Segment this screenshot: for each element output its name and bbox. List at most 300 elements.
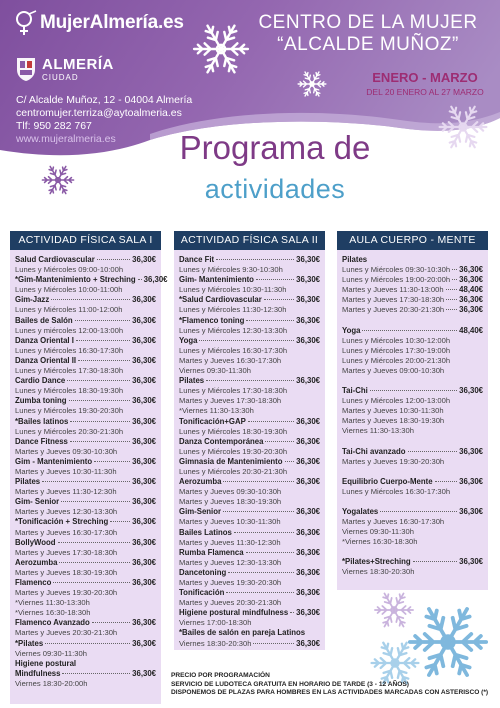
activity-title-row <box>179 376 320 386</box>
schedule-text: Lunes y Miércoles 11:00-12:00h <box>15 305 123 315</box>
dot-leader <box>53 582 130 583</box>
activity-price: 36,30€ <box>132 355 156 365</box>
schedule-text: Viernes 11:30-13:30h <box>342 426 414 436</box>
schedule-text: Viernes 18:30-20:30h <box>342 567 415 577</box>
activity-price: 36,30€ <box>296 477 320 487</box>
schedule-text: Martes y Jueves 18:30-19:30h <box>15 567 118 577</box>
activity-item <box>179 316 320 336</box>
schedule-row <box>342 285 483 295</box>
schedule-text: Lunes y Miércoles 18:30-19:30h <box>179 426 288 436</box>
dot-leader <box>110 521 130 522</box>
dot-leader <box>452 269 457 270</box>
activity-price: 36,30€ <box>132 578 156 587</box>
activity-name: Tai-Chi avanzado <box>342 446 406 456</box>
schedule-text: Martes y Jueves 17:30-18:30h <box>15 547 118 557</box>
dot-leader <box>253 643 294 644</box>
activity-name: *Bailes de salón en pareja Latinos <box>179 628 306 638</box>
schedule-row <box>342 295 483 305</box>
schedule-text: Viernes 09:30-11:30h <box>15 648 87 658</box>
activity-title-row <box>15 275 168 285</box>
activity-name: Gim - Mantenimiento <box>15 456 93 466</box>
schedule-text: Lunes y Miércoles 18:30-19:30h <box>15 386 124 396</box>
footer-line: PRECIO POR PROGRAMACIÓN <box>171 672 270 679</box>
activity-name: Higiene postural <box>15 658 77 668</box>
program-title: Programa de <box>179 129 371 166</box>
activity-title-row <box>179 608 320 618</box>
schedule-text: Martes y Jueves 11:30-12:30h <box>179 537 281 547</box>
dot-leader <box>216 259 294 260</box>
activity-name: Yoga <box>342 325 361 335</box>
activity-item <box>179 376 320 416</box>
schedule-text: Lunes y Miércoles 19:30-20:30h <box>179 446 288 456</box>
activity-title-row <box>15 316 156 326</box>
snowflake-icon <box>190 18 252 80</box>
city-name: ALMERÍA <box>42 55 114 73</box>
schedule-text: Martes y Jueves 10:30-11:30h <box>179 517 281 527</box>
activity-title-row <box>15 457 156 467</box>
activity-title-row <box>15 477 156 487</box>
activity-price: 36,30€ <box>132 517 156 527</box>
spacer <box>342 376 483 386</box>
schedule-text: Martes y Jueves 12:30-13:30h <box>179 557 282 567</box>
activity-price: 36,30€ <box>132 376 156 386</box>
activity-item <box>15 417 156 437</box>
schedule-text: Lunes y Miércoles 09:00-10:00h <box>15 265 124 275</box>
activity-price: 36,30€ <box>296 547 320 557</box>
schedule-text: Martes y Jueves 17:30-18:30h <box>179 396 282 406</box>
activity-name: Gim- Mantenimiento <box>179 275 254 285</box>
dot-leader <box>94 461 130 462</box>
activity-title-row <box>342 507 483 517</box>
schedule-text: Lunes y miércoles 12:00-13:00h <box>15 325 124 335</box>
dot-leader <box>61 501 130 502</box>
activity-price: 36,30€ <box>296 507 320 517</box>
activity-name: Bailes Latinos <box>179 527 232 537</box>
schedule-text: Lunes y Miércoles 9:30-10:30h <box>179 265 283 275</box>
schedule-text: Lunes y Miércoles 12:30-13:30h <box>179 325 288 335</box>
activity-name: *Tonificación + Streching <box>15 517 109 527</box>
schedule-text: Lunes y Miércoles 16:30-17:30h <box>342 486 451 496</box>
activity-name: BollyWood <box>15 537 56 547</box>
dot-leader <box>226 592 294 593</box>
website-link[interactable]: www.mujeralmeria.es <box>16 133 116 145</box>
activity-title-row <box>179 507 320 517</box>
activity-price: 36,30€ <box>296 275 320 285</box>
activity-price: 36,30€ <box>132 456 156 466</box>
activity-name: Tonificación <box>179 588 225 598</box>
schedule-text: Lunes y Miércoles 11:30-12:30h <box>179 305 287 315</box>
dot-leader <box>285 461 295 462</box>
activity-name: Equilibrio Cuerpo-Mente <box>342 476 433 486</box>
activity-item <box>15 336 156 356</box>
dot-leader <box>408 451 458 452</box>
activity-name: Tonificación+GAP <box>179 416 246 426</box>
activity-item <box>179 507 320 527</box>
phone: Tlf: 950 282 767 <box>16 120 92 132</box>
activity-name: Gim-Senior <box>179 507 222 517</box>
dot-leader <box>370 390 457 391</box>
activity-item <box>342 326 483 376</box>
activity-item <box>15 255 156 275</box>
activity-price: 36,30€ <box>459 275 483 285</box>
schedule-text: Martes y Jueves 09:30-10:30h <box>179 487 282 497</box>
activity-name: *Pilates <box>15 638 44 648</box>
activity-name: Zumba toning <box>15 396 67 406</box>
activity-price: 36,30€ <box>132 436 156 446</box>
dot-leader <box>199 340 294 341</box>
activity-item <box>15 437 156 457</box>
dot-leader <box>452 279 457 280</box>
schedule-text: Martes y Jueves 16:30-17:30h <box>342 516 445 526</box>
schedule-text: Lunes y Miércoles 10:00-11:00h <box>15 285 123 295</box>
schedule-text: Martes y Jueves 18:30-19:30h <box>342 416 445 426</box>
activity-title-row <box>342 386 483 396</box>
activity-item <box>179 608 320 628</box>
activity-item <box>15 669 156 689</box>
dot-leader <box>92 622 130 623</box>
column-body <box>337 250 488 590</box>
dot-leader <box>264 299 294 300</box>
activity-name: Aerozumba <box>15 557 58 567</box>
activity-name: Gim- Senior <box>15 497 60 507</box>
activity-title-row <box>15 639 156 649</box>
period: ENERO - MARZO <box>372 70 478 85</box>
activity-item <box>15 618 156 638</box>
snowflake-icon <box>296 68 328 100</box>
activity-name: Gim-Jazz <box>15 295 50 305</box>
schedule-text: Martes y Jueves 20:30-21:30h <box>15 628 118 638</box>
center-name <box>236 12 500 56</box>
spacer <box>342 547 483 557</box>
activity-name: Flamenco Avanzado <box>15 618 90 628</box>
activity-item <box>342 386 483 436</box>
schedule-text: Martes y Jueves 17:30-18:30h <box>342 295 445 305</box>
activity-title-row <box>179 588 320 598</box>
activity-item <box>179 417 320 437</box>
schedule-text: Viernes 18:30-20:00h <box>15 678 88 688</box>
schedule-text: Martes y Jueves 19:30-20:30h <box>342 456 445 466</box>
activity-name: *Flamenco toning <box>179 315 245 325</box>
activity-item <box>15 578 156 618</box>
schedule-text: Martes y Jueves 09:00-10:30h <box>342 365 445 375</box>
schedule-text: Martes y Jueves 09:30-10:30h <box>15 446 118 456</box>
activity-price: 36,30€ <box>459 446 483 456</box>
activity-name: Danza Contemporánea <box>179 436 264 446</box>
activity-price: 36,30€ <box>296 376 320 386</box>
schedule-text: Lunes y Miércoles 16:30-17:30h <box>15 345 124 355</box>
dot-leader <box>75 320 131 321</box>
dot-leader <box>446 309 457 310</box>
schedule-text: Lunes y Miércoles 10:30-11:30h <box>179 285 287 295</box>
activity-name: *Bailes latinos <box>15 416 69 426</box>
schedule-text: Lunes y Miércoles 16:30-17:30h <box>179 345 288 355</box>
activity-title-row <box>15 578 156 588</box>
activity-price: 48,40€ <box>459 325 483 335</box>
activity-price: 36,30€ <box>296 608 321 618</box>
column-header: ACTIVIDAD FÍSICA SALA I <box>10 231 161 250</box>
activity-name: Higiene postural mindfulness <box>179 608 289 618</box>
dot-leader <box>446 289 458 290</box>
column-sala-2 <box>174 231 325 650</box>
footer-notes <box>171 672 488 698</box>
activity-title-row <box>15 295 156 305</box>
activity-title-row <box>179 437 320 447</box>
activity-title-row <box>179 336 320 346</box>
address: C/ Alcalde Muñoz, 12 - 04004 Almería <box>16 94 193 106</box>
dot-leader <box>42 481 130 482</box>
activity-price: 36,30€ <box>132 638 156 648</box>
activity-name: Cardio Dance <box>15 376 66 386</box>
activity-item <box>342 507 483 547</box>
activity-price: 36,30€ <box>296 527 320 537</box>
activity-name: Salud Cardiovascular <box>15 255 95 264</box>
dot-leader <box>67 380 130 381</box>
activity-name: Aerozumba <box>179 477 222 487</box>
dot-leader <box>206 380 294 381</box>
activity-item <box>179 639 320 649</box>
activity-item <box>179 628 320 638</box>
activity-item <box>342 477 483 497</box>
center-line-1: CENTRO DE LA MUJER <box>258 12 478 33</box>
activity-price: 36,30€ <box>296 456 320 466</box>
activity-item <box>179 588 320 608</box>
activity-price: 36,30€ <box>296 335 320 345</box>
email-link[interactable]: centromujer.terriza@aytoalmeria.es <box>16 107 182 119</box>
activity-title-row <box>15 376 156 386</box>
date-range: DEL 20 ENERO AL 27 MARZO <box>366 87 484 97</box>
schedule-text: Lunes y Miércoles 17:30-19:00h <box>342 345 451 355</box>
logo-text: MujerAlmería.es <box>40 12 184 33</box>
activity-title-row <box>15 669 156 679</box>
activity-title-row <box>342 255 483 265</box>
center-line-2: “ALCALDE MUÑOZ” <box>277 34 459 55</box>
schedule-text: Lunes y Miércoles 20:00-21:30h <box>342 355 451 365</box>
activity-title-row <box>15 659 156 669</box>
footer-line: DISPONEMOS DE PLAZAS PARA HOMBRES EN LAS ACTIVIDADES MARCADAS CON ASTERISCO (*) <box>171 689 489 697</box>
schedule-text: *Viernes 16:30-18:30h <box>342 537 418 547</box>
activity-item <box>15 538 156 558</box>
program-subtitle: actividades <box>204 174 346 204</box>
column-body <box>10 250 168 704</box>
activity-item <box>15 558 156 578</box>
activity-title-row <box>179 548 320 558</box>
schedule-text: Martes y Jueves 20:30-21:30h <box>342 305 445 315</box>
activity-title-row <box>179 255 320 265</box>
dot-leader <box>362 330 457 331</box>
dot-leader <box>246 552 295 553</box>
dot-leader <box>59 562 130 563</box>
activity-price: 36,30€ <box>132 557 156 567</box>
dot-leader <box>290 612 294 613</box>
activity-item <box>179 548 320 568</box>
activity-name: Bailes de Salón <box>15 315 73 325</box>
activity-title-row <box>342 326 483 336</box>
activity-title-row <box>179 417 320 427</box>
schedule-text: Lunes y Miércoles 20:30-21:30h <box>15 426 124 436</box>
schedule-text: Martes y Jueves 10:30-11:30h <box>15 466 117 476</box>
spacer <box>342 497 483 507</box>
activity-price: 36,30€ <box>459 305 483 315</box>
activity-price: 36,30€ <box>296 416 320 426</box>
activity-price: 36,30€ <box>296 567 320 577</box>
activity-item <box>179 437 320 457</box>
column-sala-1 <box>10 231 168 704</box>
activity-title-row <box>15 618 156 628</box>
dot-leader <box>413 561 457 562</box>
schedule-text: Martes y Jueves 20:30-21:30h <box>179 598 282 608</box>
activity-name: Mindfulness <box>15 668 61 678</box>
spacer <box>342 316 483 326</box>
activity-item <box>342 447 483 467</box>
activity-item <box>15 639 156 659</box>
activity-item <box>342 255 483 316</box>
activity-price: 36,30€ <box>132 255 156 264</box>
activity-price: 36,30€ <box>132 477 156 487</box>
dot-leader <box>248 421 294 422</box>
activity-name: *Gim-Mantenimiento + Streching <box>15 275 136 285</box>
activity-price: 36,30€ <box>132 668 156 678</box>
activity-name: Tai-Chi <box>342 386 368 396</box>
dot-leader <box>51 299 130 300</box>
activity-item <box>179 477 320 507</box>
activity-item <box>15 396 156 416</box>
schedule-row <box>179 639 320 649</box>
activity-price: 36,30€ <box>132 315 156 325</box>
dot-leader <box>45 643 130 644</box>
activity-title-row <box>15 538 156 548</box>
dot-leader <box>70 421 130 422</box>
activity-title-row <box>342 557 483 567</box>
dot-leader <box>78 360 130 361</box>
activity-title-row <box>179 316 320 326</box>
snowflake-icon <box>436 100 490 154</box>
activity-title-row <box>15 356 156 366</box>
activity-price: 36,30€ <box>296 588 320 598</box>
activity-price: 36,30€ <box>296 436 320 446</box>
schedule-text: *Viernes 11:30-13:30h <box>15 598 90 608</box>
activity-item <box>179 568 320 588</box>
city-brand <box>16 56 114 82</box>
activity-price: 36,30€ <box>132 618 156 628</box>
activity-name: *Salud Cardiovascular <box>179 295 262 305</box>
activity-name: Pilates <box>179 376 205 386</box>
activity-price: 36,30€ <box>132 497 156 507</box>
schedule-text: Lunes y Miércoles 12:00-13:00h <box>342 396 451 406</box>
activity-item <box>15 275 168 295</box>
activity-name: Gimnasia de Mantenimiento <box>179 456 283 466</box>
schedule-text: Viernes 18:30-20:30h <box>179 638 252 648</box>
dot-leader <box>446 299 457 300</box>
activity-item <box>15 497 156 517</box>
dot-leader <box>256 279 294 280</box>
spacer <box>342 467 483 477</box>
dot-leader <box>246 320 294 321</box>
activity-price: 36,30€ <box>459 265 483 275</box>
activity-title-row <box>179 477 320 487</box>
activity-title-row <box>15 437 156 447</box>
activity-item <box>179 295 320 315</box>
schedule-text: Martes y Jueves 19:30-20:30h <box>15 588 118 598</box>
activity-title-row <box>179 628 320 638</box>
schedule-text: Martes y Jueves 19:30-20:30h <box>179 578 282 587</box>
activity-name: Dance Fitness <box>15 436 68 446</box>
activity-title-row <box>342 477 483 487</box>
activity-price: 36,30€ <box>132 295 156 305</box>
dot-leader <box>69 400 131 401</box>
dot-leader <box>223 511 294 512</box>
dot-leader <box>380 511 457 512</box>
schedule-text: Viernes 09:30-11:30h <box>179 366 251 376</box>
activity-item <box>15 457 156 477</box>
activity-price: 36,30€ <box>296 315 320 325</box>
activity-title-row <box>342 447 483 457</box>
activity-item <box>179 255 320 275</box>
activity-price: 36,30€ <box>132 396 156 406</box>
dot-leader <box>58 542 131 543</box>
activity-title-row <box>15 517 156 527</box>
dot-leader <box>435 481 458 482</box>
site-logo[interactable] <box>14 10 184 36</box>
activity-name: Pilates <box>15 477 41 487</box>
activity-item <box>15 659 156 669</box>
dot-leader <box>97 259 130 260</box>
dot-leader <box>223 481 294 482</box>
footer-line: SERVICIO DE LUDOTECA GRATUITA EN HORARIO DE TARDE (3 - 12 AÑOS) <box>171 680 409 688</box>
schedule-text: Martes y Jueves 12:30-13:30h <box>15 507 118 517</box>
city-shield-icon <box>16 56 36 82</box>
activity-item <box>15 376 156 396</box>
activity-item <box>179 336 320 376</box>
activity-name: Rumba Flamenca <box>179 547 244 557</box>
schedule-text: Martes y Jueves 11:30-13:00h <box>342 285 444 295</box>
activity-name: Yogalates <box>342 506 379 516</box>
snowflake-icon <box>40 162 76 198</box>
schedule-text: Martes y Jueves 18:30-19:30h <box>179 497 282 507</box>
dot-leader <box>138 279 142 280</box>
activity-item <box>15 295 156 315</box>
activity-title-row <box>179 568 320 578</box>
dot-leader <box>70 441 130 442</box>
schedule-text: *Viernes 11:30-13:30h <box>179 406 254 416</box>
schedule-text: *Viernes 16:30-18:30h <box>15 608 91 618</box>
activity-price: 36,30€ <box>296 255 320 264</box>
activity-name: Yoga <box>179 335 198 345</box>
activity-title-row <box>179 275 320 285</box>
activity-item <box>179 457 320 477</box>
column-header: AULA CUERPO - MENTE <box>337 231 488 250</box>
activity-price: 36,30€ <box>459 506 483 516</box>
schedule-text: Lunes y Miércoles 17:30-18:30h <box>179 386 288 396</box>
column-body <box>174 250 325 650</box>
schedule-text: Lunes y Miércoles 20:30-21:30h <box>179 466 288 476</box>
schedule-text: Lunes y Miércoles 10:30-12:00h <box>342 335 451 345</box>
activity-price: 36,30€ <box>296 638 320 648</box>
activity-title-row <box>179 528 320 538</box>
schedule-text: Martes y Jueves 16:30-17:30h <box>15 527 118 537</box>
activity-name: Pilates <box>342 255 368 264</box>
activity-item <box>15 477 156 497</box>
activity-name: Danza Oriental II <box>15 355 77 365</box>
activity-title-row <box>15 396 156 406</box>
activity-item <box>15 356 156 376</box>
schedule-text: Viernes 17:00-18:30h <box>179 618 252 628</box>
dot-leader <box>76 340 130 341</box>
activity-title-row <box>15 336 156 346</box>
column-cuerpo-mente <box>337 231 488 590</box>
activity-price: 36,30€ <box>296 295 320 305</box>
activity-title-row <box>179 457 320 467</box>
activity-price: 36,30€ <box>459 557 483 567</box>
